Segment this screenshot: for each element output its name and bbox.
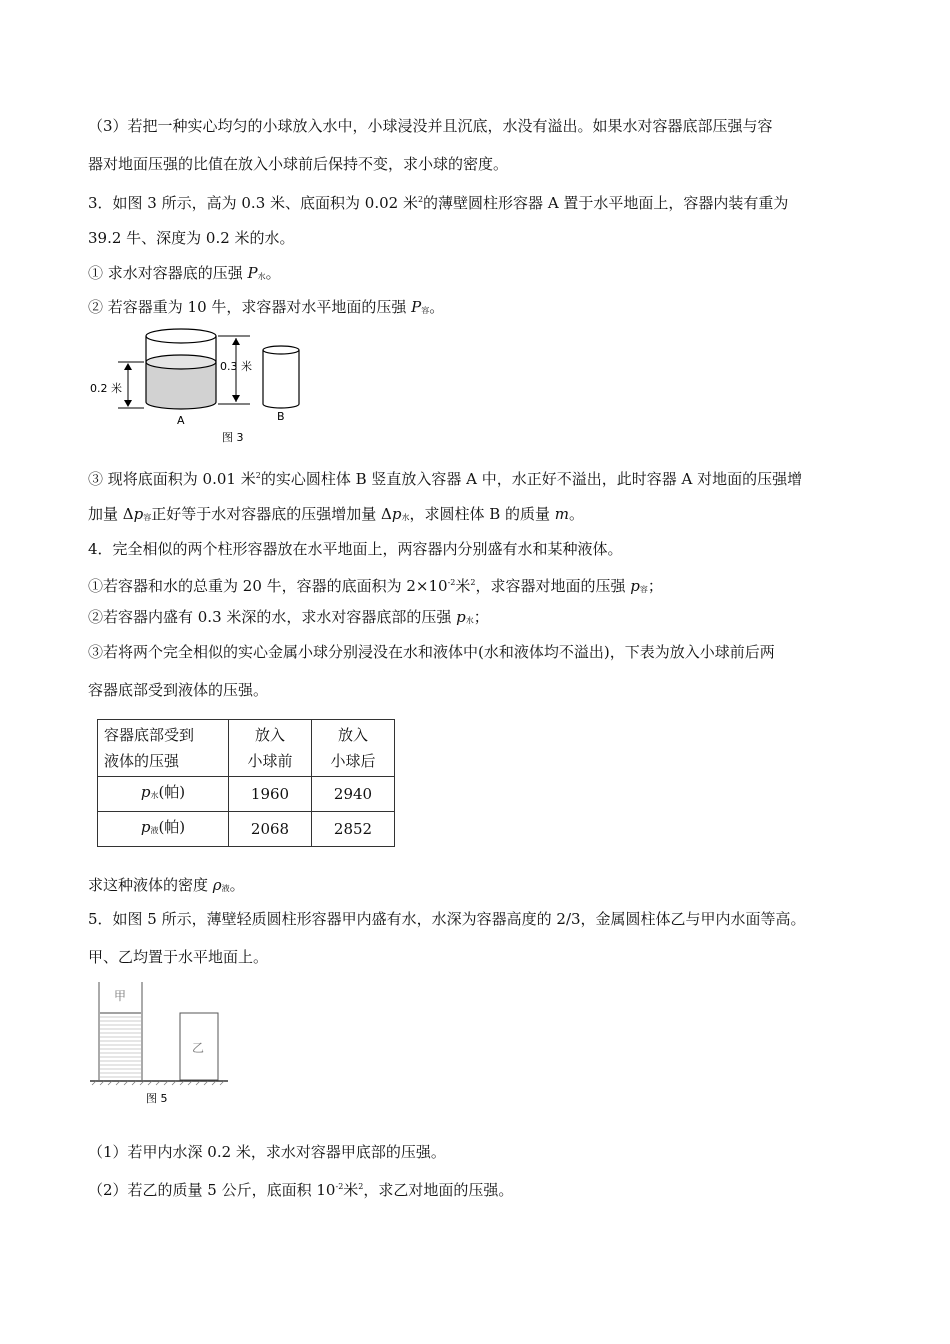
text-span: 5．如图 5 所示，薄壁轻质圆柱形容器甲内盛有水，水深为容器高度的 2/3，金属圆柱体乙与甲内水面等高。 <box>88 910 806 928</box>
question-text: （3）若把一种实心均匀的小球放入水中，小球浸没并且沉底，水没有溢出。如果水对容器底部压强与容 <box>88 117 773 135</box>
superscript: 2 <box>417 195 424 204</box>
sub-question-1 <box>88 263 281 287</box>
subscript: 液 <box>221 884 230 893</box>
text-line <box>88 228 295 248</box>
subscript: 容 <box>639 585 648 594</box>
text-span: 的薄壁圆柱形容器 A 置于水平地面上，容器内装有重为 <box>423 194 789 212</box>
figure-caption: 图 5 <box>146 1092 168 1105</box>
label-b: B <box>277 410 285 423</box>
height-label: 0.3 米 <box>220 360 252 373</box>
table-cell <box>98 812 229 847</box>
text-span: ①若容器和水的总重为 20 牛，容器的底面积为 2×10 <box>88 577 448 595</box>
symbol: P <box>411 298 422 316</box>
superscript: 2 <box>358 1182 364 1191</box>
subscript: 水 <box>401 513 410 522</box>
text-span: ① 求水对容器底的压强 <box>88 264 248 282</box>
text-span: 。 <box>429 298 445 316</box>
table-cell: 1960 <box>229 777 312 812</box>
superscript: -2 <box>335 1182 344 1191</box>
text-line <box>88 875 245 899</box>
water-hatching <box>100 1013 141 1077</box>
symbol: p <box>391 505 402 523</box>
pressure-table <box>97 719 395 847</box>
cylinder-b-top <box>263 346 299 354</box>
text-span: 3．如图 3 所示，高为 0.3 米、底面积为 0.02 米 <box>88 194 418 212</box>
table-cell: 2940 <box>312 777 395 812</box>
label-jia: 甲 <box>114 989 127 1003</box>
table-header-row <box>98 720 395 777</box>
text-span: 甲、乙均置于水平地面上。 <box>88 948 269 966</box>
symbol: p <box>456 608 466 626</box>
text-span: 39.2 牛、深度为 0.2 米的水。 <box>88 229 295 247</box>
symbol: P <box>247 264 258 282</box>
text-span: 米 <box>343 1181 359 1199</box>
table-cell <box>98 777 229 812</box>
text-span: （1）若甲内水深 0.2 米，求水对容器甲底部的压强。 <box>88 1143 446 1161</box>
figure-5 <box>88 980 236 1110</box>
table-header-cell <box>312 720 395 777</box>
sub-question-1 <box>88 573 663 600</box>
label-yi: 乙 <box>192 1041 205 1055</box>
text-span: 求这种液体的密度 <box>88 876 213 894</box>
superscript: -2 <box>447 578 456 587</box>
sub-question-1 <box>88 1142 446 1162</box>
text-line <box>88 680 268 700</box>
table-cell: 2068 <box>229 812 312 847</box>
table-row <box>98 777 395 812</box>
text-span: 。 <box>229 876 245 894</box>
question-text: 器对地面压强的比值在放入小球前后保持不变，求小球的密度。 <box>88 155 509 173</box>
symbol: p <box>140 818 151 836</box>
text-span: 放入 <box>254 726 285 744</box>
text-span: 。 <box>569 505 585 523</box>
text-span: (帕) <box>158 818 186 836</box>
subscript: 水 <box>150 791 159 800</box>
question-3-line <box>88 190 788 213</box>
symbol: p <box>630 577 640 595</box>
text-span: 米 <box>455 577 471 595</box>
table-header-cell <box>98 720 229 777</box>
subscript: 液 <box>150 826 159 835</box>
sub-question-2 <box>88 607 489 631</box>
sub-question-2 <box>88 297 444 321</box>
text-line <box>88 116 773 136</box>
subscript: 水 <box>465 616 474 625</box>
sub-question-2 <box>88 1177 513 1200</box>
depth-label: 0.2 米 <box>90 382 122 395</box>
figure-3 <box>88 326 328 450</box>
symbol: m <box>554 505 569 523</box>
symbol: ρ <box>212 876 222 894</box>
text-span: ③ 现将底面积为 0.01 米 <box>88 470 256 488</box>
text-span: 容器底部受到 <box>104 726 195 744</box>
text-span: （2）若乙的质量 5 公斤，底面积 10 <box>88 1181 336 1199</box>
text-span: 4．完全相似的两个柱形容器放在水平地面上，两容器内分别盛有水和某种液体。 <box>88 540 623 558</box>
water-surface <box>146 355 216 369</box>
text-span: (帕) <box>158 783 186 801</box>
text-span: 小球前 <box>247 752 293 770</box>
container-a-rim <box>146 329 216 343</box>
subscript: 容 <box>143 513 152 522</box>
table-row <box>98 812 395 847</box>
table-cell: 2852 <box>312 812 395 847</box>
sub-question-3 <box>88 642 775 662</box>
text-span: ②若容器内盛有 0.3 米深的水，求水对容器底部的压强 <box>88 608 457 626</box>
text-span: ，求圆柱体 B 的质量 <box>409 505 555 523</box>
question-4-line <box>88 539 623 559</box>
text-span: 正好等于水对容器底的压强增加量 Δ <box>151 505 392 523</box>
text-span: 容器底部受到液体的压强。 <box>88 681 269 699</box>
superscript: 2 <box>470 578 476 587</box>
text-span: 的实心圆柱体 B 竖直放入容器 A 中，水正好不溢出，此时容器 A 对地面的压强增 <box>260 470 803 488</box>
text-span: ，求乙对地面的压强。 <box>363 1181 514 1199</box>
text-line <box>88 504 584 528</box>
symbol: p <box>133 505 144 523</box>
text-span: 加量 Δ <box>88 505 134 523</box>
superscript: 2 <box>255 471 261 480</box>
figure-caption: 图 3 <box>222 431 244 444</box>
subscript: 容 <box>421 306 430 315</box>
question-5-line <box>88 909 806 929</box>
text-span: ； <box>647 577 663 595</box>
text-span: 小球后 <box>330 752 376 770</box>
sub-question-3 <box>88 466 802 489</box>
text-span: ② 若容器重为 10 牛，求容器对水平地面的压强 <box>88 298 412 316</box>
symbol: p <box>140 783 151 801</box>
text-span: ，求容器对地面的压强 <box>475 577 631 595</box>
text-line <box>88 947 268 967</box>
text-line <box>88 154 508 174</box>
table-header-cell <box>229 720 312 777</box>
label-a: A <box>177 414 185 427</box>
text-span: 液体的压强 <box>104 752 180 770</box>
text-span: ； <box>473 608 489 626</box>
text-span: ③若将两个完全相似的实心金属小球分别浸没在水和液体中(水和液体均不溢出)，下表为放入小球前后两 <box>88 643 775 661</box>
text-span: 放入 <box>337 726 368 744</box>
subscript: 水 <box>257 272 266 281</box>
text-span: 。 <box>265 264 281 282</box>
